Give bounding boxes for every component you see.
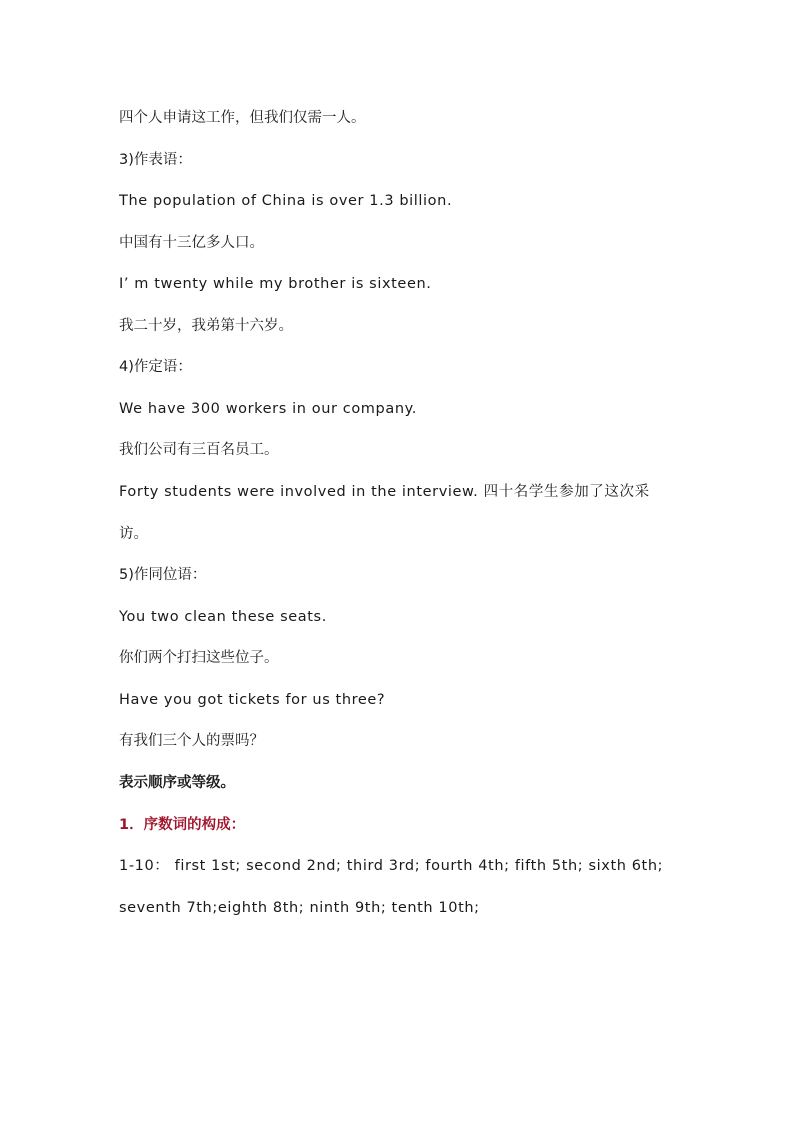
example-sentence-line: The population of China is over 1.3 billion. [119, 193, 453, 209]
ordinal-list-line: 1-10： first 1st; second 2nd; third 3rd; fourth 4th; fifth 5th; sixth 6th; [119, 858, 664, 874]
example-sentence-line: Forty students were involved in the interview. 四十名学生参加了这次采 [119, 484, 650, 500]
section-heading-predicative: 3)作表语： [119, 152, 192, 168]
ordinal-formation-heading: 1．序数词的构成： [119, 817, 246, 833]
example-translation-line: 我二十岁，我弟第十六岁。 [119, 318, 293, 334]
example-translation-line: 有我们三个人的票吗？ [119, 733, 264, 749]
example-translation-line: 我们公司有三百名员工。 [119, 442, 279, 458]
example-sentence-line: You two clean these seats. [119, 609, 327, 625]
ordinal-intro-heading: 表示顺序或等级。 [119, 775, 235, 791]
ordinal-list-line: seventh 7th;eighth 8th; ninth 9th; tenth 10th; [119, 900, 480, 916]
example-translation-line: 中国有十三亿多人口。 [119, 235, 264, 251]
example-sentence-line: Have you got tickets for us three? [119, 692, 386, 708]
example-sentence-line: We have 300 workers in our company. [119, 401, 417, 417]
example-translation-continuation: 访。 [119, 526, 148, 542]
example-translation-line: 四个人申请这工作，但我们仅需一人。 [119, 110, 366, 126]
example-translation-line: 你们两个打扫这些位子。 [119, 650, 279, 666]
section-heading-attributive: 4)作定语： [119, 359, 192, 375]
section-heading-appositive: 5)作同位语： [119, 567, 207, 583]
example-sentence-line: I’ m twenty while my brother is sixteen. [119, 276, 432, 292]
